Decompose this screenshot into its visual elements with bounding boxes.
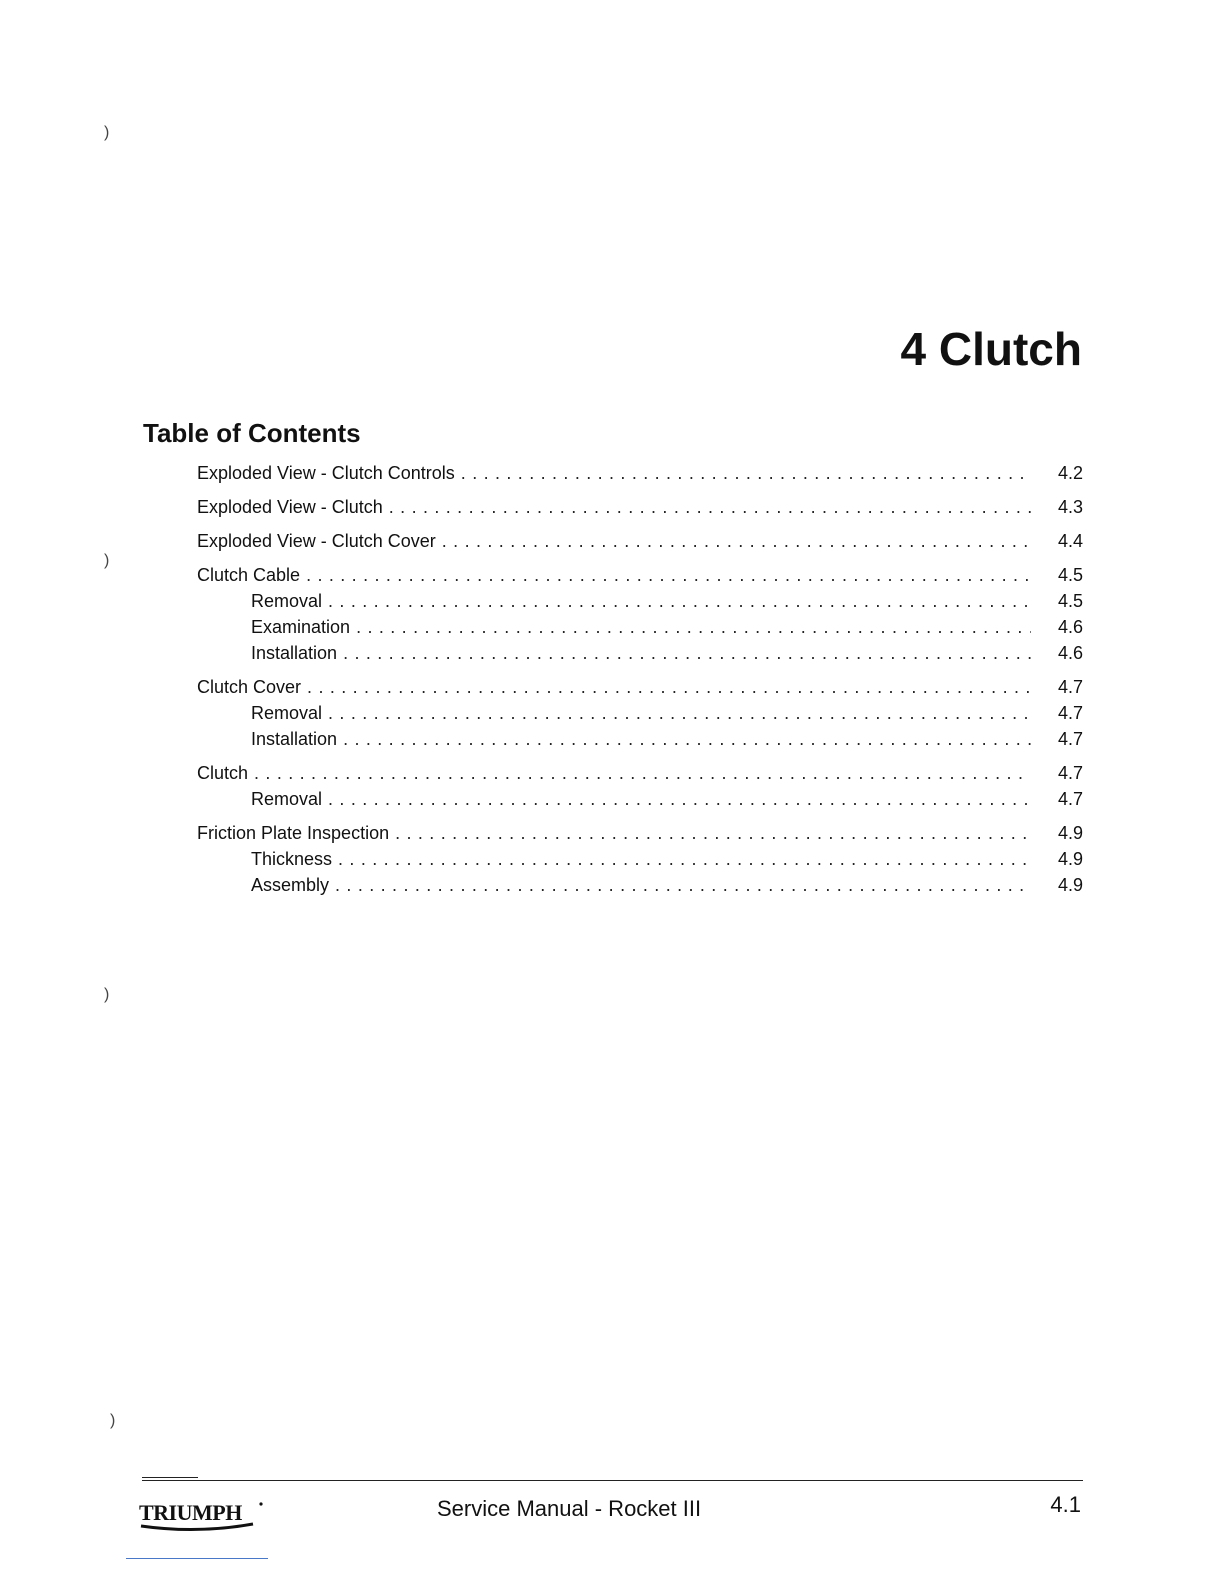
toc-entry-label: Assembly bbox=[251, 875, 330, 895]
toc-entry-label: Removal bbox=[251, 591, 323, 611]
toc-entry-label: Clutch bbox=[197, 763, 249, 783]
toc-entry[interactable] bbox=[197, 640, 1083, 666]
toc-entry-page: 4.9 bbox=[1057, 875, 1083, 895]
triumph-logo[interactable] bbox=[137, 1496, 267, 1532]
toc-entry[interactable] bbox=[197, 846, 1083, 872]
footer-page-number: 4.1 bbox=[1050, 1492, 1081, 1517]
footer-manual-title: Service Manual - Rocket III bbox=[437, 1496, 702, 1521]
toc-entry[interactable] bbox=[197, 674, 1083, 700]
toc-entry[interactable] bbox=[197, 460, 1083, 486]
toc-entry-page: 4.5 bbox=[1057, 565, 1083, 585]
toc-entry-page: 4.9 bbox=[1057, 849, 1083, 869]
triumph-logo-icon bbox=[137, 1496, 267, 1532]
toc-entry-page: 4.7 bbox=[1057, 729, 1083, 749]
toc-entry-label: Clutch Cable bbox=[197, 565, 301, 585]
toc-entry[interactable] bbox=[197, 494, 1083, 520]
toc-entry-page: 4.2 bbox=[1057, 463, 1083, 483]
toc-heading: Table of Contents bbox=[143, 418, 361, 448]
footer-rule bbox=[142, 1480, 1083, 1481]
scan-mark-1: ) bbox=[104, 124, 110, 141]
toc-entry-page: 4.5 bbox=[1057, 591, 1083, 611]
toc-leader-dots bbox=[338, 846, 1031, 872]
toc-leader-dots bbox=[389, 494, 1031, 520]
toc-entry-label: Thickness bbox=[251, 849, 333, 869]
toc-leader-dots bbox=[395, 820, 1031, 846]
toc-entry-page: 4.6 bbox=[1057, 643, 1083, 663]
toc-entry-label: Exploded View - Clutch Controls bbox=[197, 463, 455, 483]
toc-entry[interactable] bbox=[197, 760, 1083, 786]
toc-entry[interactable] bbox=[197, 786, 1083, 812]
toc-leader-dots bbox=[343, 726, 1031, 752]
toc-entry-page: 4.4 bbox=[1057, 531, 1083, 551]
toc-entry-page: 4.7 bbox=[1057, 703, 1083, 723]
toc-entry[interactable] bbox=[197, 820, 1083, 846]
toc-entry-label: Examination bbox=[251, 617, 351, 637]
toc-entry-label: Installation bbox=[251, 729, 338, 749]
toc-leader-dots bbox=[461, 460, 1031, 486]
toc-entry-label: Exploded View - Clutch bbox=[197, 497, 383, 517]
toc-leader-dots bbox=[328, 786, 1031, 812]
footer-rule-accent bbox=[142, 1477, 198, 1478]
toc-entry-label: Friction Plate Inspection bbox=[197, 823, 390, 843]
logo-link-underline bbox=[126, 1558, 268, 1559]
chapter-title: 4 Clutch bbox=[900, 323, 1082, 375]
toc-entry[interactable] bbox=[197, 528, 1083, 554]
toc-entry[interactable] bbox=[197, 726, 1083, 752]
toc-entry-label: Clutch Cover bbox=[197, 677, 302, 697]
table-of-contents bbox=[197, 460, 1083, 898]
scan-mark-2: ) bbox=[104, 552, 110, 569]
toc-entry-page: 4.3 bbox=[1057, 497, 1083, 517]
toc-entry-label: Exploded View - Clutch Cover bbox=[197, 531, 436, 551]
toc-entry-page: 4.7 bbox=[1057, 789, 1083, 809]
toc-entry-label: Removal bbox=[251, 789, 323, 809]
toc-entry[interactable] bbox=[197, 700, 1083, 726]
toc-leader-dots bbox=[307, 674, 1031, 700]
toc-entry[interactable] bbox=[197, 588, 1083, 614]
toc-leader-dots bbox=[442, 528, 1031, 554]
toc-leader-dots bbox=[343, 640, 1031, 666]
toc-leader-dots bbox=[254, 760, 1031, 786]
toc-leader-dots bbox=[328, 700, 1031, 726]
toc-entry[interactable] bbox=[197, 562, 1083, 588]
scan-mark-4: ) bbox=[110, 1412, 116, 1429]
toc-leader-dots bbox=[335, 872, 1031, 898]
toc-entry-page: 4.7 bbox=[1057, 763, 1083, 783]
toc-entry-label: Removal bbox=[251, 703, 323, 723]
toc-entry-page: 4.7 bbox=[1057, 677, 1083, 697]
toc-entry[interactable] bbox=[197, 872, 1083, 898]
toc-leader-dots bbox=[328, 588, 1031, 614]
toc-entry-page: 4.9 bbox=[1057, 823, 1083, 843]
toc-entry-page: 4.6 bbox=[1057, 617, 1083, 637]
toc-leader-dots bbox=[306, 562, 1031, 588]
toc-leader-dots bbox=[356, 614, 1031, 640]
toc-entry-label: Installation bbox=[251, 643, 338, 663]
svg-text:TRIUMPH: TRIUMPH bbox=[139, 1500, 242, 1525]
scan-mark-3: ) bbox=[104, 986, 110, 1003]
toc-entry[interactable] bbox=[197, 614, 1083, 640]
